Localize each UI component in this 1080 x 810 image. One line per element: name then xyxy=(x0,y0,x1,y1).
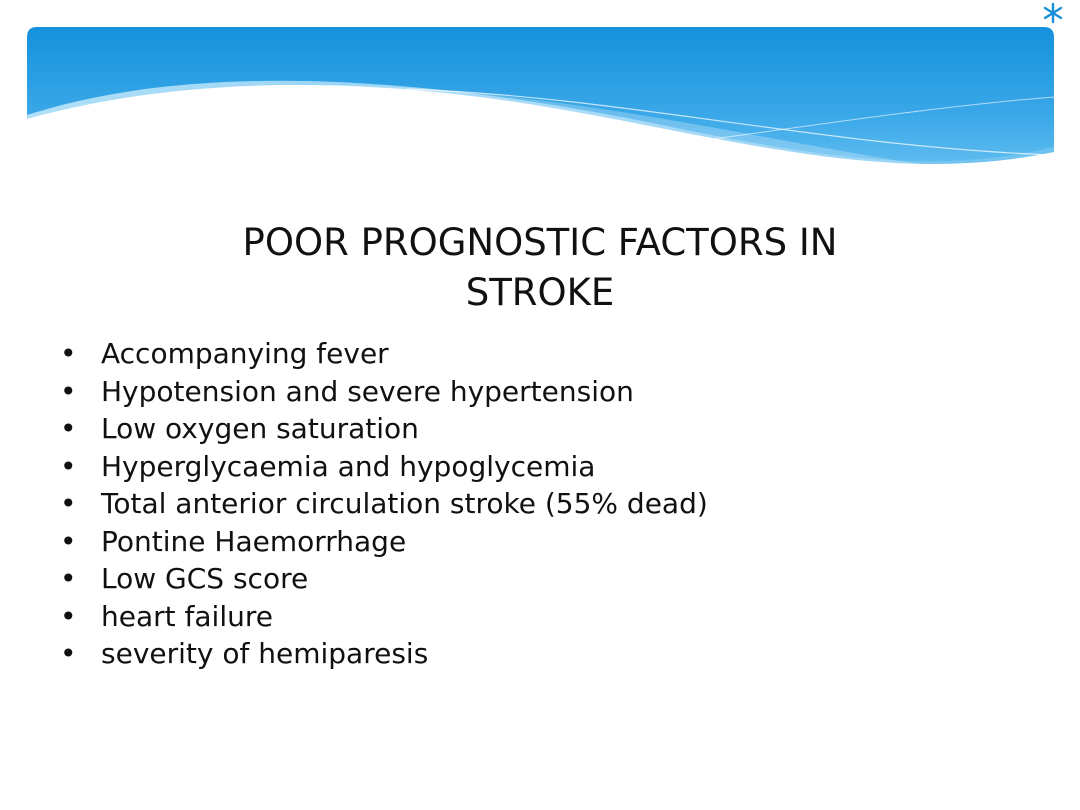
bullet-text: Total anterior circulation stroke (55% dead) xyxy=(101,487,708,520)
bullet-dot: • xyxy=(60,562,77,595)
bullet-text: Pontine Haemorrhage xyxy=(101,524,407,558)
asterisk-logo-icon xyxy=(1040,2,1066,24)
bullet-text: Accompanying fever xyxy=(101,337,389,370)
bullet-item xyxy=(60,635,1040,673)
bullet-item xyxy=(60,523,1040,561)
bullet-item xyxy=(60,373,1040,411)
bullet-item xyxy=(60,598,1040,636)
bullet-item xyxy=(60,560,1040,598)
slide-title xyxy=(0,218,1080,318)
bullet-list xyxy=(60,335,1040,673)
bullet-item xyxy=(60,410,1040,448)
bullet-text: Hyperglycaemia and hypoglycemia xyxy=(101,449,596,483)
bullet-dot: • xyxy=(60,412,77,445)
bullet-item xyxy=(60,485,1040,523)
header-banner xyxy=(27,27,1054,187)
slide-title-line-1: POOR PROGNOSTIC FACTORS IN xyxy=(242,221,838,264)
bullet-dot: • xyxy=(60,374,77,408)
bullet-item xyxy=(60,448,1040,486)
bullet-dot: • xyxy=(60,449,77,483)
bullet-text: severity of hemiparesis xyxy=(101,637,429,670)
bullet-dot: • xyxy=(60,524,77,558)
bullet-dot: • xyxy=(60,599,77,633)
bullet-text: Hypotension and severe hypertension xyxy=(101,374,634,408)
bullet-dot: • xyxy=(60,487,77,520)
bullet-dot: • xyxy=(60,637,77,670)
bullet-dot: • xyxy=(60,337,77,370)
bullet-item xyxy=(60,335,1040,373)
bullet-text: Low GCS score xyxy=(101,562,309,595)
bullet-text: Low oxygen saturation xyxy=(101,412,419,445)
slide-title-line-2: STROKE xyxy=(465,271,615,314)
bullet-text: heart failure xyxy=(101,599,273,633)
